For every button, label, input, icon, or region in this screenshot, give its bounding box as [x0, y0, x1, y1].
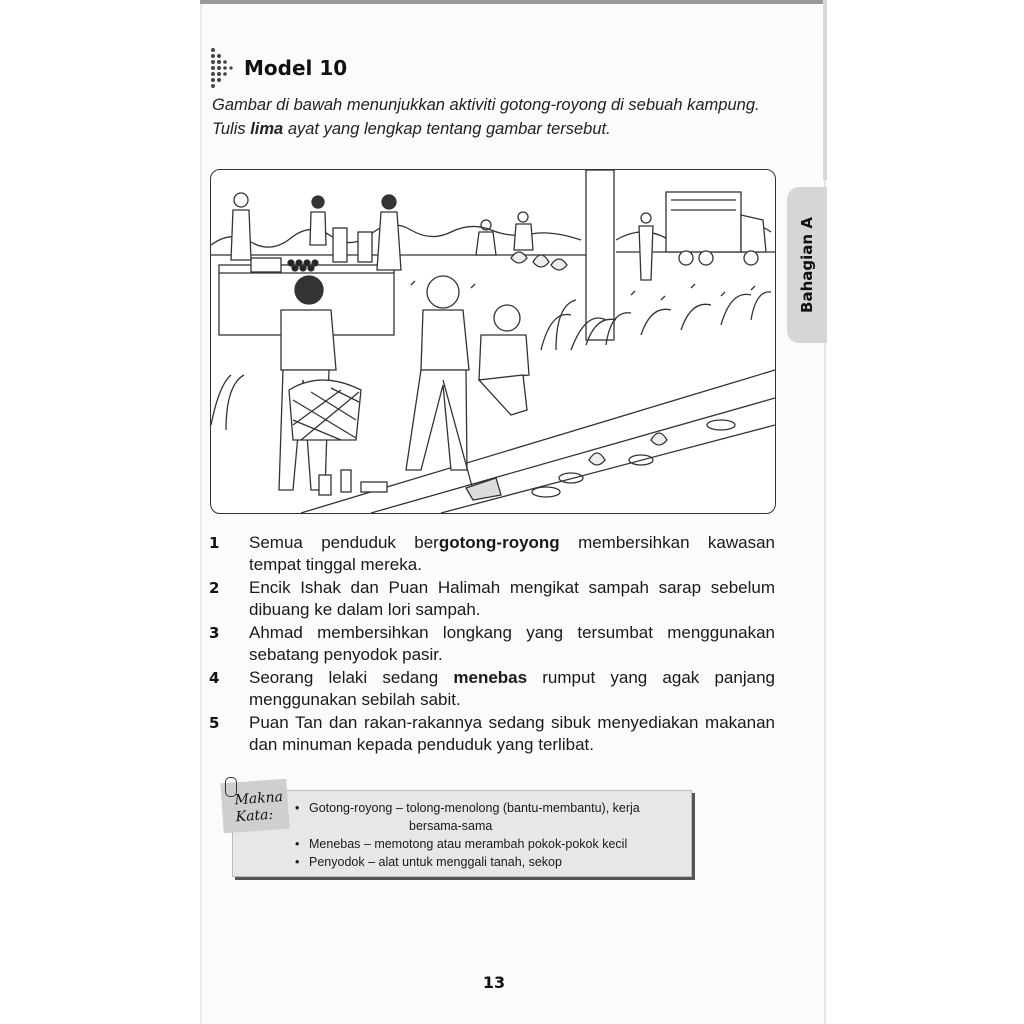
item-text: Ahmad membersihkan longkang yang tersumbat menggunakan sebatang penyodok pasir.: [249, 623, 775, 664]
page-top-edge: [200, 0, 826, 4]
instruction-line-1: Gambar di bawah menunjukkan aktiviti gotong-royong di sebuah kampung.: [212, 96, 760, 114]
list-item: [205, 712, 775, 757]
item-text: Encik Ishak dan Puan Halimah mengikat sampah sarap sebelum dibuang ke dalam lori sampah.: [249, 578, 775, 619]
page-right-edge: [823, 0, 827, 180]
illustration-drawing: [211, 170, 775, 513]
instructions: [212, 93, 772, 141]
list-item: [205, 667, 775, 712]
glossary-label-line-1: Makna: [234, 789, 284, 809]
section-tab-label: Bahagian A: [798, 217, 816, 313]
item-number: 1: [209, 534, 220, 552]
glossary-list: [295, 799, 640, 871]
item-number: 3: [209, 624, 220, 642]
item-text: Seorang lelaki sedang menebas rumput yang agak panjang menggunakan sebilah sabit.: [249, 668, 775, 709]
item-number: 4: [209, 669, 220, 687]
item-number: 5: [209, 714, 220, 732]
list-item: [205, 577, 775, 622]
list-item: [205, 622, 775, 667]
glossary-box: [232, 790, 692, 877]
item-number: 2: [209, 579, 220, 597]
glossary-label-line-2: Kata:: [235, 806, 274, 826]
dots-icon: [209, 47, 239, 91]
answer-list: [205, 532, 775, 757]
paperclip-icon: [225, 777, 237, 797]
page-title: Model 10: [244, 56, 348, 80]
glossary-item: • Gotong-royong – tolong-menolong (bantu-membantu), kerja bersama-sama: [295, 799, 640, 835]
item-text: Semua penduduk bergotong-royong membersihkan kawasan tempat tinggal mereka.: [249, 533, 776, 574]
item-text: Puan Tan dan rakan-rakannya sedang sibuk menyediakan makanan dan minuman kepada penduduk yang terlibat.: [249, 713, 775, 754]
section-tab: [787, 187, 827, 343]
glossary-item: • Menebas – memotong atau merambah pokok-pokok kecil: [295, 835, 640, 853]
glossary-item: • Penyodok – alat untuk menggali tanah, sekop: [295, 853, 640, 871]
instruction-line-2: Tulis lima ayat yang lengkap tentang gambar tersebut.: [212, 120, 611, 138]
page-number: 13: [482, 973, 506, 992]
list-item: [205, 532, 775, 577]
gotong-royong-illustration: [210, 169, 776, 514]
